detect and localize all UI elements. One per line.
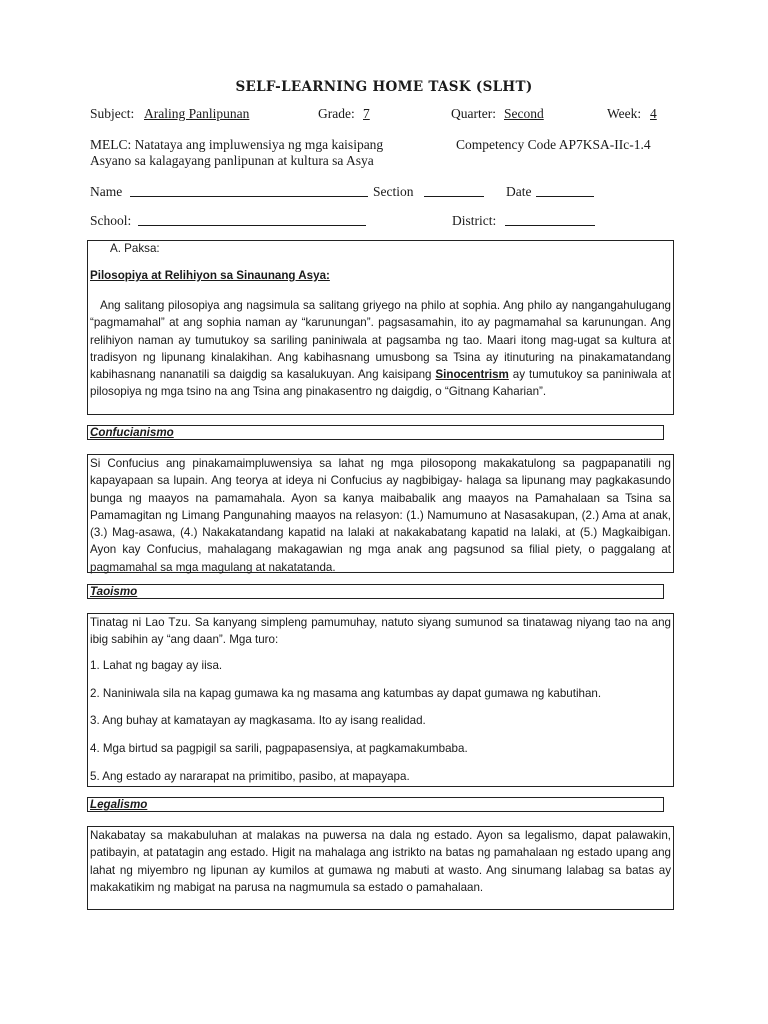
paksa-label: A. Paksa: [110, 242, 160, 255]
subject-label: Subject: [90, 106, 135, 121]
melc-line-2: Asyano sa kalagayang panlipunan at kultura sa Asya [90, 153, 374, 168]
taoismo-section [87, 613, 674, 787]
taoismo-intro: Tinatag ni Lao Tzu. Sa kanyang simpleng pamumuhay, natuto siyang sumunod sa tinatawag niyang tao na ang ibig sabihin ay “ang daan”. Mga turo: [90, 616, 671, 647]
taoismo-item-1: 1. Lahat ng bagay ay iisa. [90, 659, 223, 672]
legalismo-text: Nakabatay sa makabuluhan at malakas na puwersa na dala ng estado. Ayon sa legalismo, dapat palawakin, patibayin, at patatagin ang estado. Higit na mahalaga ang istrikto na batas ng pamahalaan ng estado upang ang lahat ng miyembro ng lipunan ay kumilos at gumawa ng mabuti at wasto. Ang sinumang lalabag sa batas ay makakatikim ng mabigat na parusa na nagmumula sa estado o pamahalaan. [90, 829, 671, 894]
district-field[interactable] [505, 213, 595, 226]
section-field[interactable] [424, 184, 484, 197]
paksa-text: Ang salitang pilosopiya ang nagsimula sa salitang griyego na philo at sophia. Ang philo ay nangangahulugang “pagmamahal” at ang sophia naman ay “karunungan”. pagsasamahin, ito ay pagmamahal sa karunungan. Ang relihiyon naman ay tumutukoy sa sariling paniniwala at pagsamba ng tao. Maari itong mag-ugat sa kultura at tradisyon ng lipunang kinalakihan. Ang kabihasnang umusbong sa Tsina ay itinuturing na pinakamatandang kabihasnang nananatili sa daigdig sa kasalukuyan. Ang kaisipang [90, 299, 671, 382]
date-field[interactable] [536, 184, 594, 197]
week-value: 4 [650, 106, 657, 121]
melc-line-1: MELC: Natataya ang impluwensiya ng mga kaisipang [90, 137, 384, 152]
paksa-heading: Pilosopiya at Relihiyon sa Sinaunang Asya: [90, 269, 330, 282]
section-label: Section [373, 184, 414, 199]
paksa-section [87, 240, 674, 415]
taoismo-item-4: 4. Mga birtud sa pagpigil sa sarili, pagpapasensiya, at pagkamakumbaba. [90, 742, 468, 755]
paksa-text-end: ay tumutukoy sa paniniwala at pilosopiya ng mga tsino na ang Tsina ang pinakasentro ng daigdig, o “Gitnang Kaharian”. [90, 368, 671, 399]
name-label: Name [90, 184, 123, 199]
date-label: Date [506, 184, 532, 199]
subject-value: Araling Panlipunan [144, 106, 250, 121]
legalismo-heading: Legalismo [87, 797, 664, 812]
name-field[interactable] [130, 184, 368, 197]
competency-code: Competency Code AP7KSA-IIc-1.4 [456, 137, 651, 152]
quarter-value: Second [504, 106, 544, 121]
confucianismo-heading: Confucianismo [87, 425, 664, 440]
school-label: School: [90, 213, 132, 228]
document-title: SELF-LEARNING HOME TASK (SLHT) [235, 79, 533, 95]
school-field[interactable] [138, 213, 366, 226]
district-label: District: [452, 213, 497, 228]
taoismo-item-3: 3. Ang buhay at kamatayan ay magkasama. Ito ay isang realidad. [90, 714, 426, 727]
grade-value: 7 [363, 106, 370, 121]
taoismo-item-5: 5. Ang estado ay nararapat na primitibo, pasibo, at mapayapa. [90, 770, 410, 783]
sinocentrism-keyword: Sinocentrism [435, 368, 509, 382]
legalismo-section [87, 826, 674, 910]
paksa-paragraph [90, 297, 671, 401]
confucianismo-text: Si Confucius ang pinakamaimpluwensiya sa lahat ng mga pilosopong makakatulong sa pagpapanatili ng kapayapaan sa lupain. Ang teorya at ideya ni Confucius ay nagbibigay- halaga sa lipunang may pagkakasundo bunga ng maayos na pamamahala. Ayon sa kanya maibabalik ang maayos na Pamahalaan sa Tsina sa Pamamagitan ng Limang Pangunahing maayos na relasyon: (1.) Namumuno at Nasasakupan, (2.) Ama at anak, (3.) Mag-asawa, (4.) Nakakatandang kapatid na lalaki at nakakabatang kapatid na lalaki, at (5.) Magkaibigan. Ayon kay Confucius, mahalagang makagawian ng mga anak ang pagsunod sa filial piety, o paggalang at pagmamahal sa mga magulang at nakatatanda. [90, 457, 671, 574]
confucianismo-section [87, 454, 674, 573]
quarter-label: Quarter: [451, 106, 496, 121]
taoismo-heading: Taoismo [87, 584, 664, 599]
grade-label: Grade: [318, 106, 355, 121]
week-label: Week: [607, 106, 642, 121]
taoismo-item-2: 2. Naniniwala sila na kapag gumawa ka ng masama ang katumbas ay dapat gumawa ng kabutihan. [90, 687, 602, 700]
